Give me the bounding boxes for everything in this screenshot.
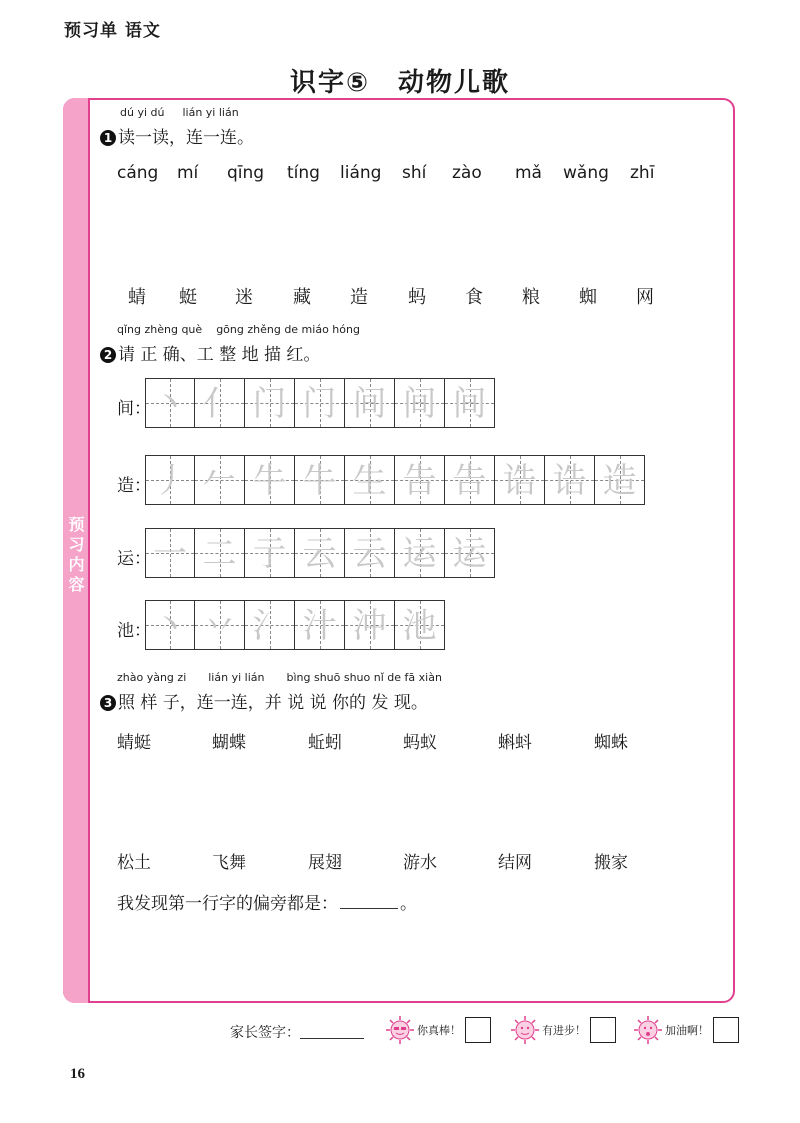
q3-pinyin: zhào yàng zi lián yi lián bìng shuō shuo nǐ de fā xiàn (117, 671, 442, 684)
tracing-cell[interactable]: 丿 (145, 455, 195, 505)
tracing-cell[interactable]: 𠂉 (195, 455, 245, 505)
action-word[interactable]: 结网 (498, 853, 532, 873)
animal-word[interactable]: 蚯蚓 (308, 733, 342, 753)
hanzi-item[interactable]: 迷 (235, 287, 253, 308)
q3-sentence: 我发现第一行字的偏旁都是： 。 (117, 894, 417, 914)
tracing-cell[interactable]: 告 (445, 455, 495, 505)
answer-blank[interactable] (340, 908, 398, 909)
tracing-cell[interactable]: 门 (295, 378, 345, 428)
praise-keep-going: 加油啊！ (633, 1015, 739, 1045)
praise-checkbox[interactable] (713, 1017, 739, 1043)
tracing-cell[interactable]: 云 (295, 528, 345, 578)
animal-word[interactable]: 蜻蜓 (117, 733, 151, 753)
tracing-cell[interactable]: 丶 (145, 378, 195, 428)
action-word[interactable]: 松土 (117, 853, 151, 873)
praise-checkbox[interactable] (465, 1017, 491, 1043)
action-word[interactable]: 展翅 (308, 853, 342, 873)
sign-line[interactable] (300, 1038, 364, 1039)
row-label: 间： (117, 399, 151, 419)
tracing-cell[interactable]: 运 (395, 528, 445, 578)
q1-number: 1 (100, 130, 116, 146)
hanzi-item[interactable]: 粮 (522, 287, 540, 308)
parent-signature (230, 1022, 364, 1042)
tracing-cell[interactable]: 丷 (195, 600, 245, 650)
pinyin-item[interactable]: mí (177, 163, 199, 183)
q1-instruction: 1 读一读，连一连。 (100, 123, 254, 148)
praise-great: 你真棒！ (385, 1015, 491, 1045)
row-label: 运： (117, 549, 151, 569)
tracing-cell[interactable]: 诰 (495, 455, 545, 505)
page-title: 识字⑤ 动物儿歌 (289, 68, 510, 98)
q3-instruction: 3 照 样 子，连一连，并 说 说 你的 发 现。 (100, 688, 428, 713)
tracing-cell[interactable]: 亻 (195, 378, 245, 428)
tracing-cell[interactable]: 牛 (245, 455, 295, 505)
sun-sunglasses-icon (385, 1015, 415, 1045)
pinyin-item[interactable]: cáng (117, 163, 159, 183)
hanzi-item[interactable]: 食 (465, 287, 483, 308)
tracing-cell[interactable]: 运 (445, 528, 495, 578)
hanzi-item[interactable]: 蜘 (579, 287, 597, 308)
sun-cheer-icon (633, 1015, 663, 1045)
row-label: 池： (117, 621, 151, 641)
tracing-cell[interactable]: 牛 (295, 455, 345, 505)
tracing-cell[interactable]: 丶 (145, 600, 195, 650)
hanzi-item[interactable]: 造 (350, 287, 368, 308)
tracing-cell[interactable]: 间 (445, 378, 495, 428)
pinyin-item[interactable]: zào (452, 163, 482, 183)
q2-instruction: 2 请 正 确、工 整 地 描 红。 (100, 340, 320, 365)
pinyin-item[interactable]: tíng (287, 163, 320, 183)
pinyin-item[interactable]: shí (402, 163, 427, 183)
tracing-cell[interactable]: 汁 (295, 600, 345, 650)
hanzi-item[interactable]: 蜻 (128, 287, 146, 308)
q3-number: 3 (100, 695, 116, 711)
animal-word[interactable]: 蝌蚪 (498, 733, 532, 753)
hanzi-item[interactable]: 蜓 (179, 287, 197, 308)
action-word[interactable]: 飞舞 (212, 853, 246, 873)
tracing-cell[interactable]: 云 (345, 528, 395, 578)
tracing-cell[interactable]: 诰 (545, 455, 595, 505)
tracing-cell[interactable]: 一 (145, 528, 195, 578)
tracing-cell[interactable]: 沖 (345, 600, 395, 650)
tracing-cell[interactable]: 间 (395, 378, 445, 428)
hanzi-item[interactable]: 网 (636, 287, 654, 308)
pinyin-item[interactable]: wǎng (563, 163, 609, 183)
sun-smile-icon (510, 1015, 540, 1045)
tracing-cell[interactable]: 池 (395, 600, 445, 650)
book-header: 预习单 语文 (64, 21, 161, 41)
tracing-cell[interactable]: 告 (395, 455, 445, 505)
praise-checkbox[interactable] (590, 1017, 616, 1043)
pinyin-item[interactable]: zhī (630, 163, 655, 183)
tracing-cell[interactable]: 亍 (245, 528, 295, 578)
tracing-grid (145, 600, 445, 650)
tracing-cell[interactable]: 门 (245, 378, 295, 428)
page-number: 16 (70, 1066, 85, 1082)
q1-pinyin: dú yi dú lián yi lián (120, 106, 239, 119)
pinyin-item[interactable]: qīng (227, 163, 265, 183)
pinyin-item[interactable]: liáng (340, 163, 382, 183)
tracing-grid (145, 455, 645, 505)
tracing-cell[interactable]: 生 (345, 455, 395, 505)
praise-progress: 有进步！ (510, 1015, 616, 1045)
animal-word[interactable]: 蚂蚁 (403, 733, 437, 753)
row-label: 造： (117, 476, 151, 496)
tracing-cell[interactable]: 氵 (245, 600, 295, 650)
q2-pinyin: qǐng zhèng què gōng zhěng de miáo hóng (117, 323, 360, 336)
sign-label: 家长签字： (230, 1025, 300, 1041)
action-word[interactable]: 搬家 (594, 853, 628, 873)
tracing-cell[interactable]: 造 (595, 455, 645, 505)
animal-word[interactable]: 蝴蝶 (212, 733, 246, 753)
hanzi-item[interactable]: 蚂 (408, 287, 426, 308)
sidebar-label: 预 习 内 容 (68, 515, 85, 594)
animal-word[interactable]: 蜘蛛 (594, 733, 628, 753)
tracing-grid (145, 528, 495, 578)
action-word[interactable]: 游水 (403, 853, 437, 873)
tracing-cell[interactable]: 间 (345, 378, 395, 428)
hanzi-item[interactable]: 藏 (293, 287, 311, 308)
tracing-grid (145, 378, 495, 428)
q2-number: 2 (100, 347, 116, 363)
pinyin-item[interactable]: mǎ (515, 163, 542, 183)
tracing-cell[interactable]: 二 (195, 528, 245, 578)
